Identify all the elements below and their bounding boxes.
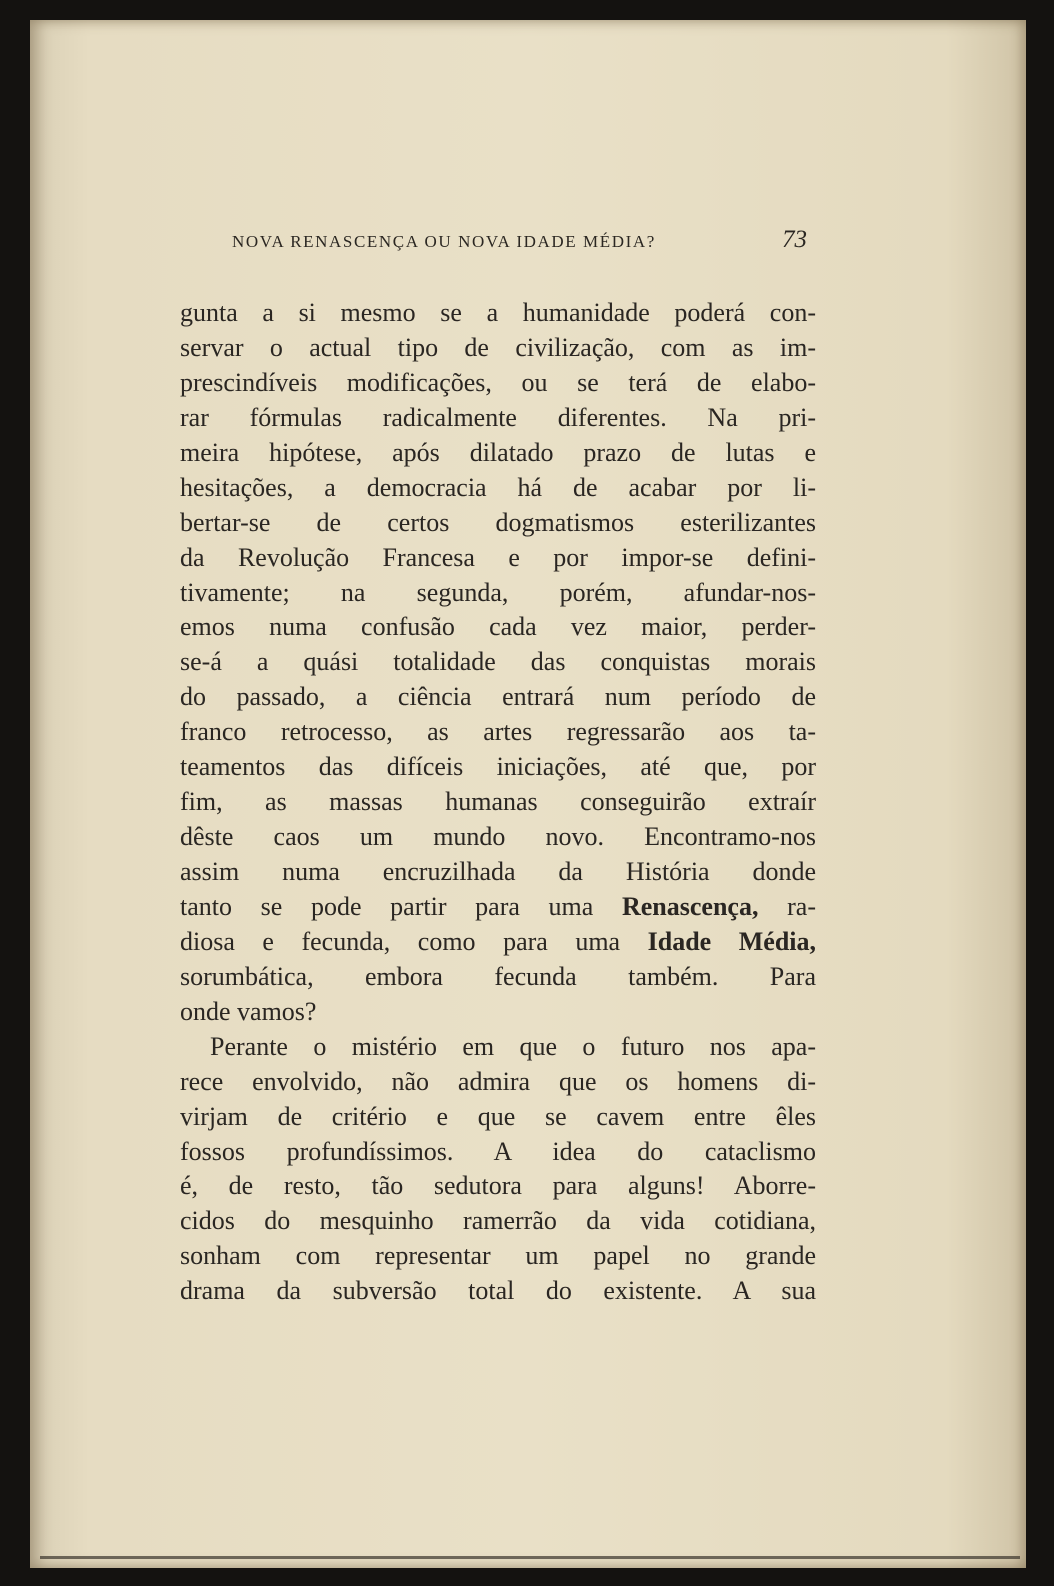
text-segment: diosa e fecunda, como para uma: [180, 926, 648, 956]
text-line: franco retrocesso, as artes regressarão aos ta-: [180, 717, 816, 747]
text-line: bertar-se de certos dogmatismos esterilizantes: [180, 507, 816, 537]
text-line-with-bold: [180, 925, 816, 960]
bold-term-renascenca: Renascença,: [621, 891, 759, 921]
text-line: hesitações, a democracia há de acabar por li-: [180, 472, 816, 502]
text-line: do passado, a ciência entrará num período de: [180, 682, 816, 712]
text-line: virjam de critério e que se cavem entre êles: [180, 1101, 816, 1131]
text-line: cidos do mesquinho ramerrão da vida cotidiana,: [180, 1206, 816, 1236]
text-line-paragraph-start: Perante o mistério em que o futuro nos apa-: [210, 1031, 816, 1061]
body-text: [180, 296, 816, 1309]
text-line: rece envolvido, não admira que os homens di-: [180, 1066, 816, 1096]
running-title: NOVA RENASCENÇA OU NOVA IDADE MÉDIA?: [232, 232, 656, 251]
text-line: servar o actual tipo de civilização, com as im-: [180, 332, 816, 362]
text-line: rar fórmulas radicalmente diferentes. Na pri-: [180, 402, 816, 432]
text-line: gunta a si mesmo se a humanidade poderá con-: [180, 298, 816, 327]
text-line-with-bold: [180, 890, 816, 925]
text-segment: ra-: [758, 891, 816, 921]
text-line: assim numa encruzilhada da História donde: [180, 857, 816, 886]
text-line: teamentos das difíceis iniciações, até que, por: [180, 752, 816, 782]
bold-term-idade-media: Idade Média,: [647, 926, 817, 956]
text-line: sorumbática, embora fecunda também. Para: [180, 961, 816, 991]
text-line: fossos profundíssimos. A idea do cataclismo: [180, 1136, 816, 1166]
text-line: drama da subversão total do existente. A sua: [180, 1276, 816, 1306]
text-line: prescindíveis modificações, ou se terá de elabo-: [180, 367, 816, 397]
text-line: tivamente; na segunda, porém, afundar-nos-: [180, 577, 816, 607]
text-line: se-á a quási totalidade das conquistas morais: [180, 647, 816, 677]
text-line: da Revolução Francesa e por impor-se defini-: [180, 542, 816, 572]
page-header: [232, 222, 822, 262]
text-line: é, de resto, tão sedutora para alguns! Aborre-: [180, 1171, 816, 1201]
text-line: emos numa confusão cada vez maior, perder-: [180, 612, 816, 642]
page-number: 73: [782, 226, 807, 253]
text-line: fim, as massas humanas conseguirão extraír: [180, 787, 816, 817]
page-bottom-edge: [40, 1556, 1020, 1559]
text-line-paragraph-end: onde vamos?: [180, 996, 317, 1026]
text-line: sonham com representar um papel no grande: [180, 1241, 816, 1271]
text-line: meira hipótese, após dilatado prazo de lutas e: [180, 437, 816, 467]
text-line: dêste caos um mundo novo. Encontramo-nos: [180, 822, 816, 852]
text-segment: tanto se pode partir para uma: [180, 891, 622, 921]
